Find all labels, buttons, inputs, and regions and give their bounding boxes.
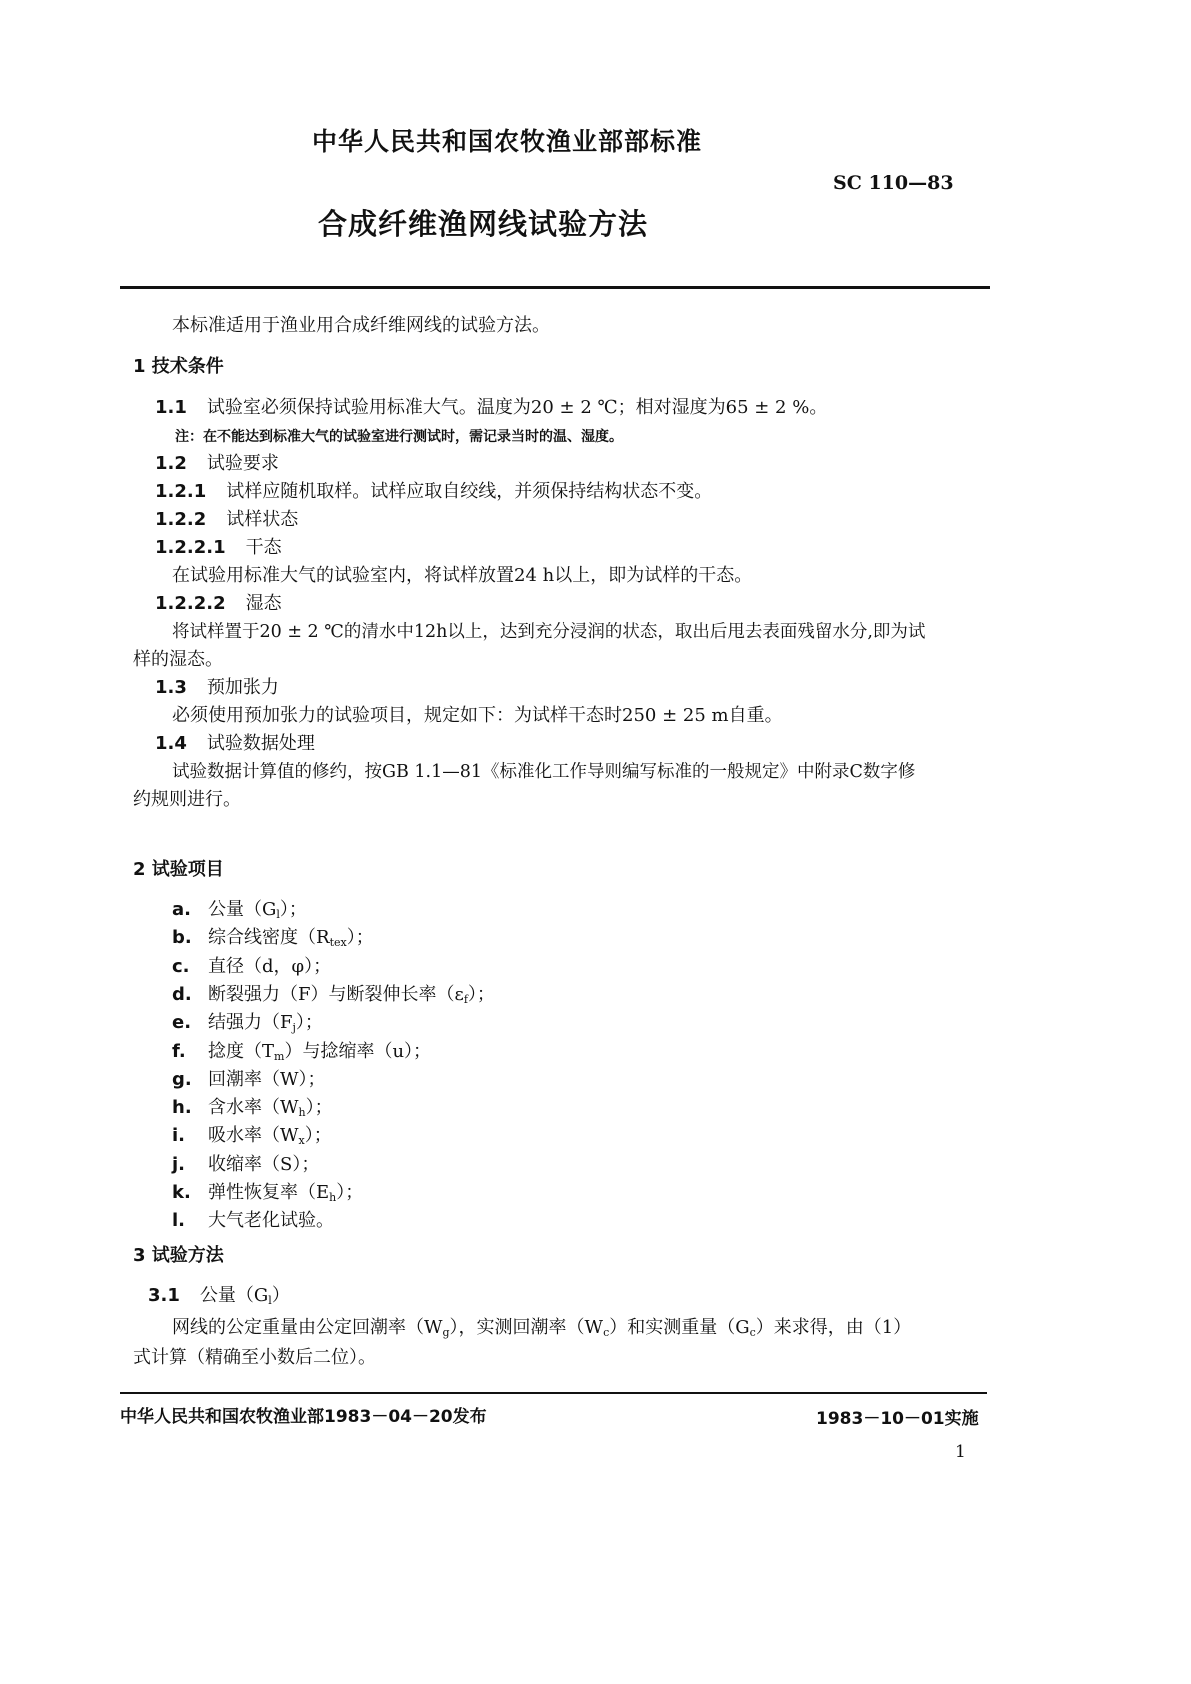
clause-1-1 bbox=[155, 396, 827, 420]
test-item-tail: ）； bbox=[279, 899, 307, 920]
test-item-tail: ）； bbox=[305, 1097, 333, 1119]
test-item-tail: ）； bbox=[346, 927, 374, 949]
test-item-text: 收缩率（S）； bbox=[208, 1153, 320, 1175]
clause-1-2 bbox=[155, 452, 279, 476]
test-item bbox=[172, 898, 307, 927]
issued-date: 中华人民共和国农牧渔业部1983－04－20发布 bbox=[120, 1407, 487, 1427]
test-item-label: i. bbox=[172, 1125, 186, 1147]
test-item-tail: ）； bbox=[467, 983, 495, 1005]
document-title: 合成纤维渔网线试验方法 bbox=[318, 207, 649, 241]
test-item-subscript: l bbox=[276, 908, 280, 921]
subscript: c bbox=[749, 1326, 756, 1339]
test-item-text: 断裂强力（F）与断裂伸长率（ε bbox=[208, 983, 464, 1005]
test-item bbox=[172, 1096, 333, 1125]
standard-code: SC 110—83 bbox=[833, 172, 954, 194]
test-item-label: l. bbox=[172, 1210, 186, 1232]
test-item-text: 综合线密度（R bbox=[208, 927, 330, 949]
clause-number: 1.2.1 bbox=[155, 481, 207, 502]
clause-number: 1.3 bbox=[155, 677, 187, 698]
clause-1-3 bbox=[155, 676, 279, 700]
test-item-tail: ）； bbox=[304, 1125, 332, 1147]
clause-number: 1.2.2.2 bbox=[155, 593, 226, 614]
clause-3-1 bbox=[148, 1284, 290, 1313]
clause-1-2-2-1 bbox=[155, 536, 282, 560]
clause-1-4-body-line2: 约规则进行。 bbox=[133, 789, 241, 810]
clause-1-2-2-2-body-line2: 样的湿态。 bbox=[133, 649, 223, 670]
test-item-tail: ）； bbox=[295, 1012, 323, 1034]
effective-date: 1983－10－01实施 bbox=[816, 1409, 979, 1429]
page-number: 1 bbox=[955, 1442, 966, 1462]
clause-1-1-note: 注：在不能达到标准大气的试验室进行测试时，需记录当时的温、湿度。 bbox=[175, 429, 623, 445]
body-text: 网线的公定重量由公定回潮率（W bbox=[172, 1317, 443, 1338]
clause-number: 1.2 bbox=[155, 453, 187, 474]
clause-text: 试样应随机取样。试样应取自绞线，并须保持结构状态不变。 bbox=[226, 481, 713, 502]
clause-text: 公量（G bbox=[199, 1285, 269, 1306]
clause-1-2-2-1-body: 在试验用标准大气的试验室内，将试样放置24 h以上，即为试样的干态。 bbox=[172, 565, 753, 586]
test-item bbox=[172, 1124, 332, 1153]
test-item-label: j. bbox=[172, 1153, 186, 1175]
test-item-subscript: m bbox=[274, 1049, 285, 1063]
test-item-text: 公量（G bbox=[208, 899, 277, 920]
test-item bbox=[172, 1040, 431, 1069]
clause-text: 预加张力 bbox=[206, 677, 279, 698]
test-item-subscript: h bbox=[329, 1191, 337, 1204]
test-item-tail: ）与捻缩率（u）； bbox=[284, 1040, 432, 1062]
clause-text: 试样状态 bbox=[226, 509, 299, 530]
subscript: g bbox=[442, 1326, 450, 1339]
body-text: ）来求得，由（1） bbox=[755, 1317, 912, 1338]
clause-1-2-2 bbox=[155, 508, 298, 532]
test-item-text: 弹性恢复率（E bbox=[208, 1182, 330, 1203]
test-item-subscript: tex bbox=[329, 936, 347, 950]
clause-number: 1.2.2.1 bbox=[155, 537, 226, 558]
clause-1-4 bbox=[155, 732, 315, 756]
clause-1-2-2-2 bbox=[155, 592, 282, 616]
test-item-label: g. bbox=[172, 1068, 192, 1090]
clause-3-1-body-line1 bbox=[172, 1316, 911, 1345]
clause-text: 试验室必须保持试验用标准大气。温度为20 ± 2 ℃；相对湿度为65 ± 2 %。 bbox=[206, 397, 828, 418]
header-rule bbox=[120, 286, 990, 289]
test-item-subscript: x bbox=[298, 1134, 305, 1148]
clause-number: 1.1 bbox=[155, 397, 187, 418]
test-item-label: f. bbox=[172, 1040, 186, 1062]
clause-1-2-2-2-body-line1: 将试样置于20 ± 2 ℃的清水中12h以上，达到充分浸润的状态，取出后甩去表面残留水分,即为试 bbox=[172, 622, 926, 642]
clause-number: 1.2.2 bbox=[155, 509, 207, 530]
test-item bbox=[172, 1209, 334, 1233]
test-item bbox=[172, 926, 374, 955]
body-text: ）和实测重量（G bbox=[609, 1317, 750, 1338]
test-item-subscript: f bbox=[463, 992, 468, 1006]
test-item-label: c. bbox=[172, 955, 190, 977]
test-item bbox=[172, 1068, 326, 1092]
test-item bbox=[172, 1011, 323, 1040]
section-2-heading: 2 试验项目 bbox=[133, 859, 224, 880]
test-item-text: 直径（d，φ）； bbox=[208, 955, 332, 977]
test-item-label: h. bbox=[172, 1097, 192, 1119]
clause-text: 干态 bbox=[245, 537, 282, 558]
clause-text-tail: ） bbox=[271, 1285, 290, 1306]
test-item-text: 大气老化试验。 bbox=[208, 1210, 334, 1232]
section-3-heading: 3 试验方法 bbox=[133, 1245, 224, 1266]
subscript: c bbox=[603, 1326, 610, 1339]
test-item-text: 吸水率（W bbox=[208, 1125, 299, 1147]
test-item-label: k. bbox=[172, 1182, 191, 1203]
clause-3-1-body-line2: 式计算（精确至小数后二位）。 bbox=[133, 1347, 376, 1368]
ministry-title: 中华人民共和国农牧渔业部部标准 bbox=[312, 127, 703, 156]
test-item bbox=[172, 955, 331, 979]
test-item-subscript: h bbox=[298, 1106, 306, 1120]
test-item bbox=[172, 1153, 319, 1177]
test-item-text: 捻度（T bbox=[208, 1040, 275, 1062]
test-item-label: e. bbox=[172, 1012, 192, 1034]
clause-text: 试验数据处理 bbox=[206, 733, 315, 754]
body-text: ），实测回潮率（W bbox=[449, 1317, 604, 1338]
test-item-label: a. bbox=[172, 899, 191, 920]
clause-1-2-1 bbox=[155, 480, 712, 504]
footer-rule bbox=[120, 1392, 987, 1394]
test-item-label: b. bbox=[172, 927, 192, 949]
test-item-tail: ）； bbox=[336, 1182, 364, 1203]
test-item bbox=[172, 983, 495, 1012]
test-item-subscript: j bbox=[292, 1021, 296, 1035]
clause-text: 试验要求 bbox=[206, 453, 279, 474]
test-item-text: 含水率（W bbox=[208, 1097, 299, 1119]
clause-1-4-body-line1: 试验数据计算值的修约，按GB 1.1—81《标准化工作导则编写标准的一般规定》中附录C数字修 bbox=[172, 762, 916, 782]
clause-number: 3.1 bbox=[148, 1285, 180, 1306]
section-1-heading: 1 技术条件 bbox=[133, 356, 224, 377]
clause-1-3-body: 必须使用预加张力的试验项目，规定如下：为试样干态时250 ± 25 m自重。 bbox=[172, 705, 783, 726]
test-item bbox=[172, 1181, 363, 1210]
test-item-label: d. bbox=[172, 983, 192, 1005]
clause-number: 1.4 bbox=[155, 733, 187, 754]
test-item-text: 回潮率（W）； bbox=[208, 1068, 326, 1090]
intro-paragraph: 本标准适用于渔业用合成纤维网线的试验方法。 bbox=[172, 315, 550, 336]
clause-subscript: l bbox=[268, 1294, 272, 1307]
clause-text: 湿态 bbox=[245, 593, 282, 614]
test-item-text: 结强力（F bbox=[208, 1012, 293, 1034]
